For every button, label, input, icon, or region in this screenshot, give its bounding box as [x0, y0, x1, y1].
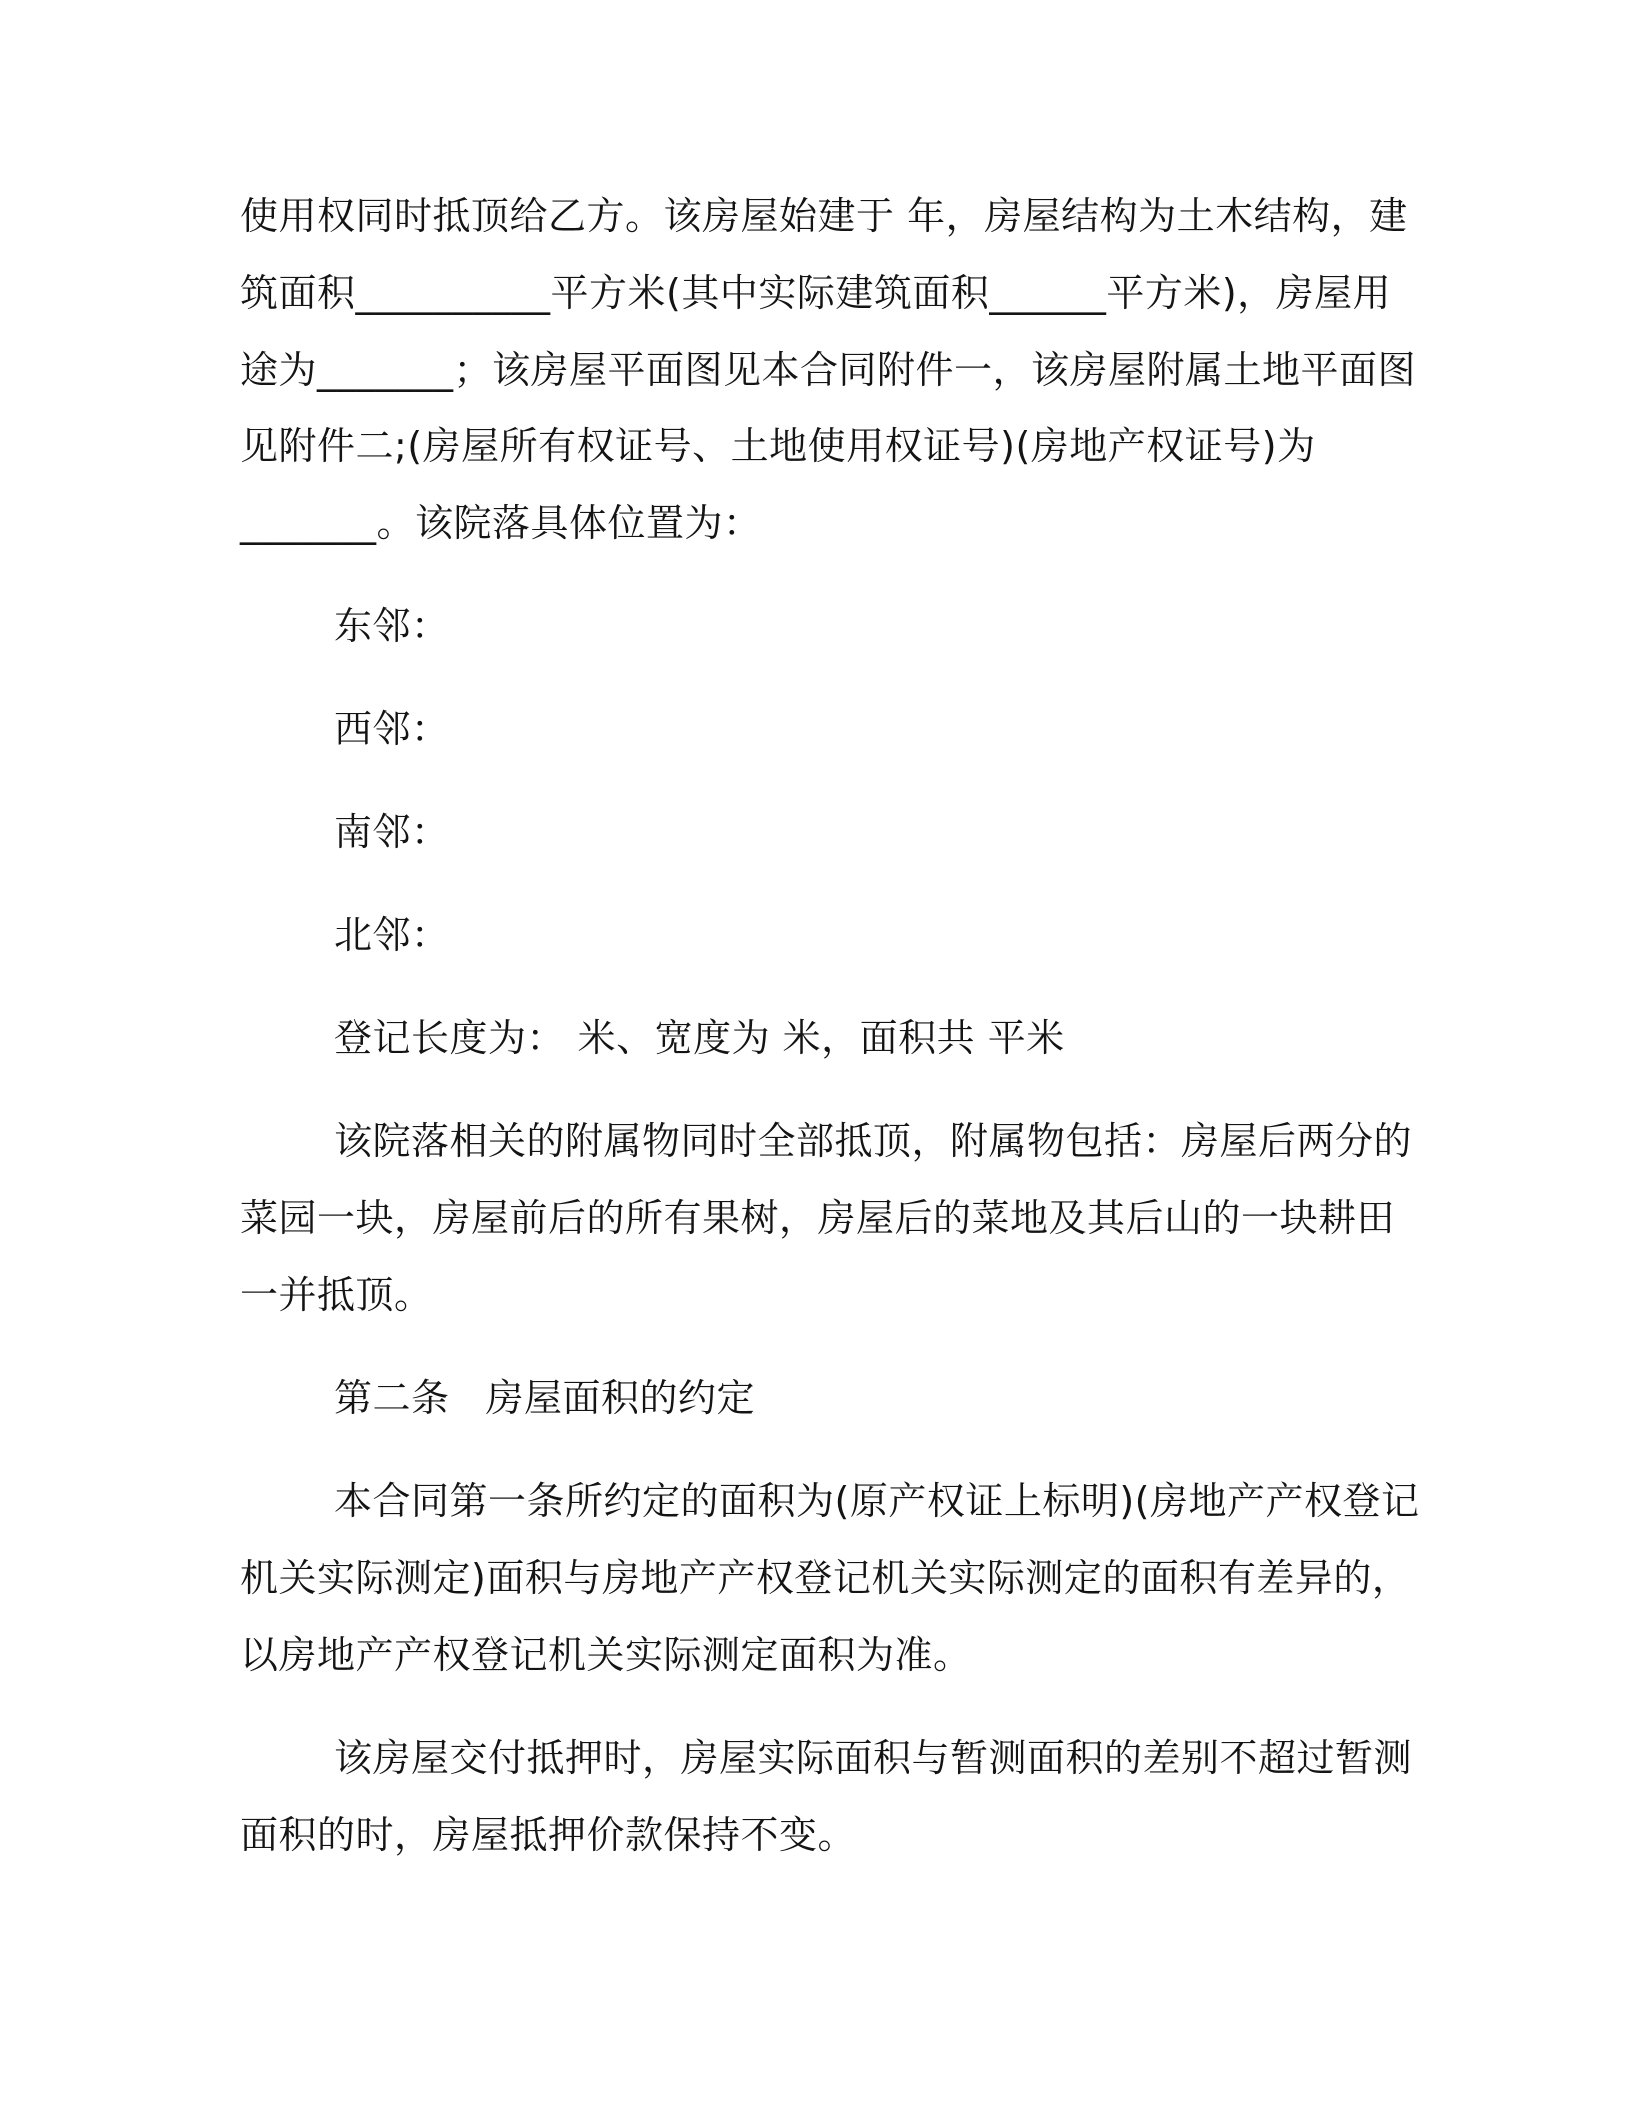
article-heading [334, 1360, 1494, 1437]
south-neighbor: 南邻： [334, 810, 450, 854]
text-line: 见附件二;(房屋所有权证号、土地使用权证号)(房地产权证号)为 [240, 424, 1316, 468]
registration-line: 登记长度为： 米、宽度为 米，面积共 平米 [334, 1016, 1065, 1060]
text-line: _______。该院落具体位置为： [240, 501, 762, 545]
north-neighbor: 北邻： [334, 913, 450, 957]
article-number: 第二条 [334, 1376, 450, 1420]
article-title: 房屋面积的约定 [485, 1376, 756, 1420]
west-neighbor: 西邻： [334, 707, 450, 751]
text-line: 该院落相关的附属物同时全部抵顶，附属物包括：房屋后两分的 [334, 1119, 1413, 1163]
east-neighbor: 东邻： [334, 604, 450, 648]
text-line: 筑面积__________平方米(其中实际建筑面积______平方米)，房屋用 [240, 271, 1392, 315]
text-line: 菜园一块，房屋前后的所有果树，房屋后的菜地及其后山的一块耕田 [240, 1196, 1396, 1240]
text-line: 使用权同时抵顶给乙方。该房屋始建于 年，房屋结构为土木结构，建 [240, 194, 1408, 238]
text-line: 以房地产产权登记机关实际测定面积为准。 [240, 1633, 972, 1677]
text-line: 本合同第一条所约定的面积为(原产权证上标明)(房地产产权登记 [334, 1479, 1420, 1523]
text-line: 一并抵顶。 [240, 1273, 433, 1317]
text-line: 机关实际测定)面积与房地产产权登记机关实际测定的面积有差异的， [240, 1556, 1411, 1600]
text-line: 该房屋交付抵押时，房屋实际面积与暂测面积的差别不超过暂测 [334, 1736, 1413, 1780]
text-line: 面积的时，房屋抵押价款保持不变。 [240, 1813, 857, 1857]
text-line: 途为_______；该房屋平面图见本合同附件一，该房屋附属土地平面图 [240, 348, 1417, 392]
